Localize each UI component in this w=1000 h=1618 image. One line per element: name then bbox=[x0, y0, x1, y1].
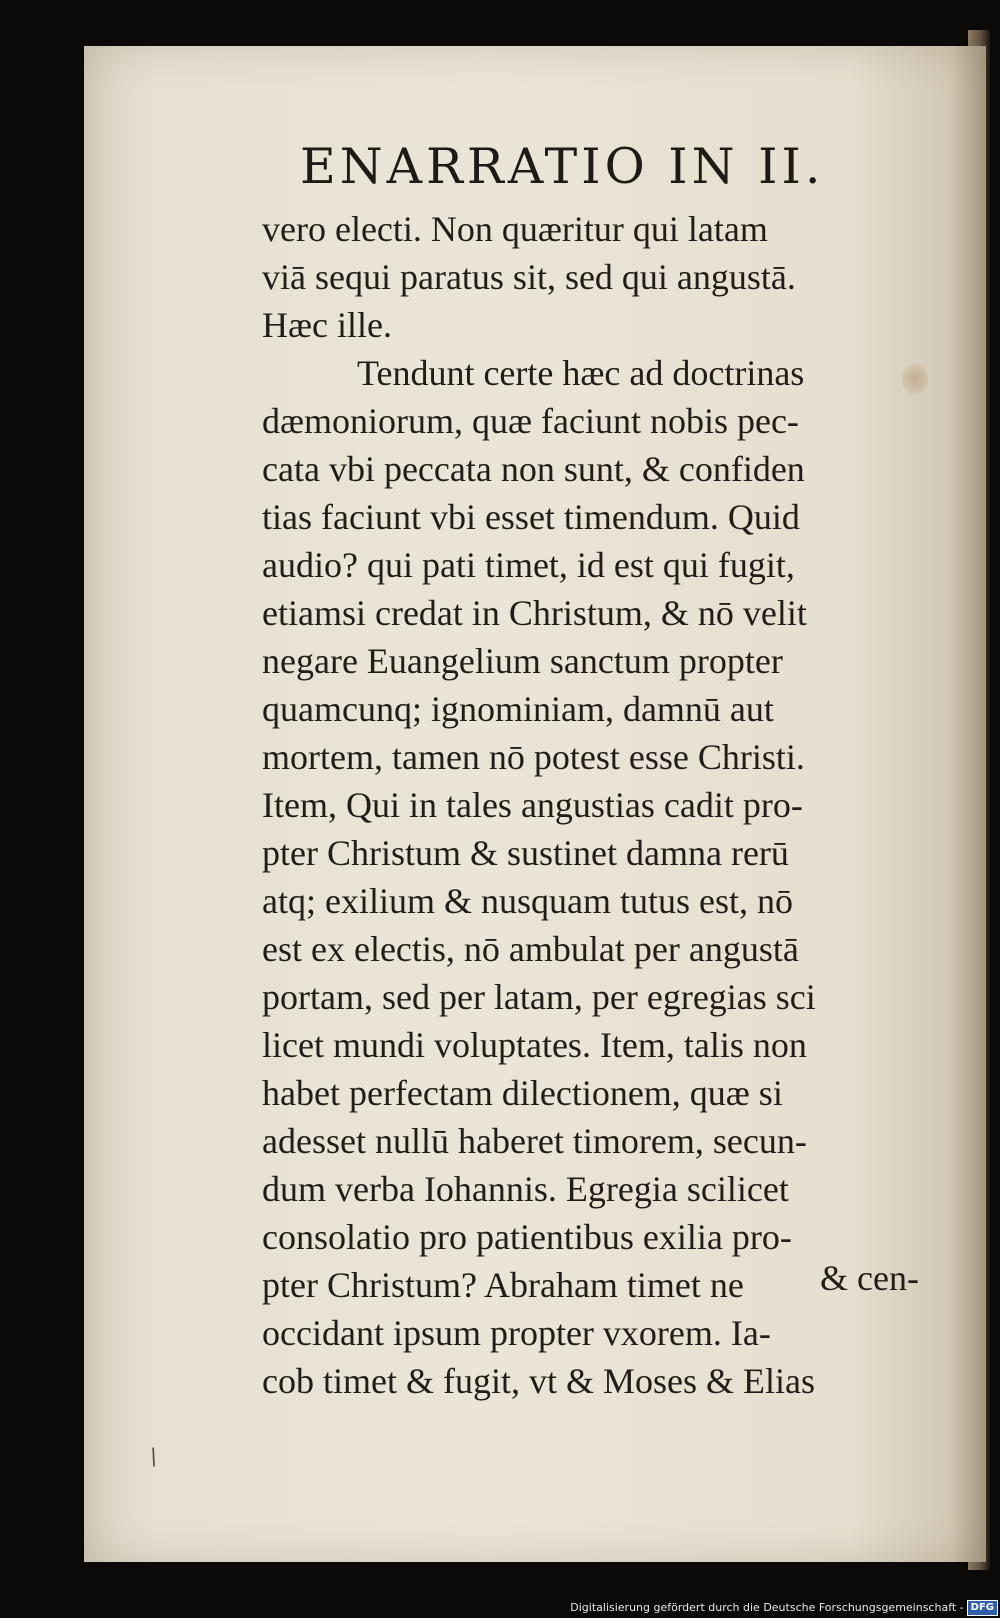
text-line: tias faciunt vbi esset timendum. Quid bbox=[262, 497, 800, 537]
margin-mark: / bbox=[145, 1444, 162, 1471]
text-line: adesset nullū haberet timorem, secun- bbox=[262, 1121, 807, 1161]
text-line: viā sequi paratus sit, sed qui angustā. bbox=[262, 257, 796, 297]
text-line: dæmoniorum, quæ faciunt nobis pec- bbox=[262, 401, 799, 441]
running-title: ENARRATIO IN II. bbox=[300, 138, 825, 195]
text-line: est ex electis, nō ambulat per angustā bbox=[262, 929, 799, 969]
text-line: mortem, tamen nō potest esse Christi. bbox=[262, 737, 805, 777]
catchword: & cen- bbox=[820, 1258, 919, 1298]
text-line: licet mundi voluptates. Item, talis non bbox=[262, 1025, 807, 1065]
text-line: pter Christum? Abraham timet ne bbox=[262, 1265, 744, 1305]
text-line: cata vbi peccata non sunt, & confiden bbox=[262, 449, 805, 489]
text-line: Tendunt certe hæc ad doctrinas bbox=[357, 353, 805, 393]
footer-credit-text: Digitalisierung gefördert durch die Deutsche Forschungsgemeinschaft - bbox=[570, 1601, 964, 1614]
footer-credit bbox=[0, 1598, 998, 1618]
text-line: etiamsi credat in Christum, & nō velit bbox=[262, 593, 807, 633]
text-line: Hæc ille. bbox=[262, 305, 392, 345]
body-text bbox=[262, 205, 922, 1405]
text-line: negare Euangelium sanctum propter bbox=[262, 641, 783, 681]
text-line: occidant ipsum propter vxorem. Ia- bbox=[262, 1313, 771, 1353]
text-line: habet perfectam dilectionem, quæ si bbox=[262, 1073, 783, 1113]
text-line: pter Christum & sustinet damna rerū bbox=[262, 833, 789, 873]
text-line: cob timet & fugit, vt & Moses & Elias bbox=[262, 1361, 815, 1401]
text-line: consolatio pro patientibus exilia pro- bbox=[262, 1217, 792, 1257]
text-line: portam, sed per latam, per egregias sci bbox=[262, 977, 816, 1017]
text-line: Item, Qui in tales angustias cadit pro- bbox=[262, 785, 803, 825]
dfg-logo: DFG bbox=[967, 1600, 998, 1616]
text-line: atq; exilium & nusquam tutus est, nō bbox=[262, 881, 793, 921]
text-line: quamcunq; ignominiam, damnū aut bbox=[262, 689, 774, 729]
text-line: vero electi. Non quæritur qui latam bbox=[262, 209, 768, 249]
text-line: audio? qui pati timet, id est qui fugit, bbox=[262, 545, 795, 585]
text-line: dum verba Iohannis. Egregia scilicet bbox=[262, 1169, 789, 1209]
